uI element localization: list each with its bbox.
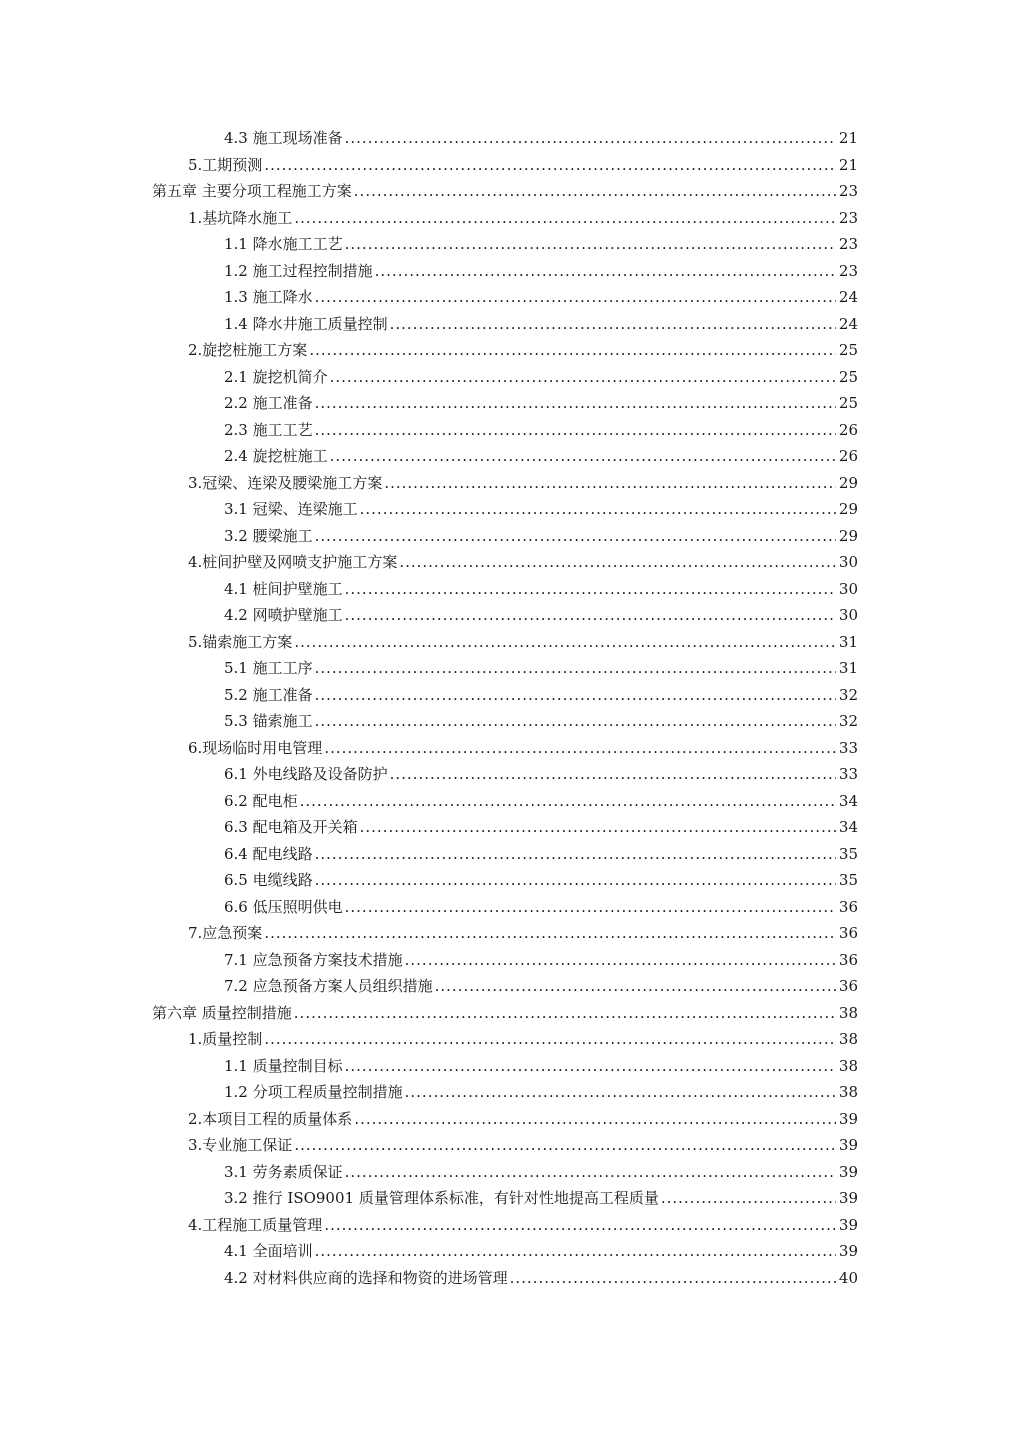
toc-entry[interactable] [152, 1212, 858, 1239]
toc-entry-title: 7.应急预案 [188, 924, 263, 942]
toc-entry[interactable] [152, 920, 858, 947]
toc-entry-page-number: 32 [838, 712, 858, 730]
toc-entry-title: 7.1 应急预备方案技术措施 [224, 950, 403, 969]
toc-dot-leader [324, 1212, 836, 1239]
toc-dot-leader [264, 1026, 836, 1053]
toc-entry-title: 5.工期预测 [188, 155, 263, 174]
toc-entry[interactable] [152, 1132, 858, 1159]
toc-dot-leader [315, 417, 836, 444]
toc-entry[interactable] [152, 1026, 858, 1053]
toc-entry[interactable] [152, 814, 858, 841]
toc-entry[interactable] [152, 417, 858, 444]
toc-entry-title: 第五章 主要分项工程施工方案 [152, 182, 352, 200]
toc-entry-title: 2.旋挖桩施工方案 [188, 341, 308, 359]
toc-dot-leader [315, 523, 836, 550]
toc-entry[interactable] [152, 258, 858, 285]
toc-entry-page-number: 29 [838, 526, 858, 545]
toc-dot-leader [375, 258, 836, 285]
toc-dot-leader [294, 1132, 836, 1159]
toc-entry[interactable] [152, 125, 858, 152]
toc-entry-title: 6.2 配电柜 [224, 791, 298, 810]
toc-dot-leader [294, 205, 836, 232]
toc-entry-page-number: 39 [838, 1109, 858, 1128]
toc-entry[interactable] [152, 523, 858, 550]
toc-dot-leader [309, 337, 836, 364]
toc-entry-title: 5.锚索施工方案 [188, 632, 293, 651]
toc-entry-page-number: 34 [838, 791, 858, 810]
toc-entry-title: 6.6 低压照明供电 [224, 897, 343, 916]
toc-entry[interactable] [152, 947, 858, 974]
toc-dot-leader [264, 920, 836, 947]
toc-dot-leader [345, 1053, 836, 1080]
toc-entry-page-number: 29 [838, 500, 858, 518]
toc-entry[interactable] [152, 231, 858, 258]
toc-entry-title: 1.3 施工降水 [224, 288, 313, 306]
toc-entry-page-number: 31 [838, 632, 858, 651]
toc-entry[interactable] [152, 1079, 858, 1106]
toc-entry-title: 4.桩间护壁及网喷支护施工方案 [188, 553, 398, 571]
toc-dot-leader [315, 284, 836, 311]
toc-entry-title: 2.1 旋挖机简介 [224, 367, 328, 386]
toc-entry-page-number: 35 [838, 844, 858, 863]
toc-entry-page-number: 38 [838, 1003, 858, 1022]
toc-dot-leader [360, 814, 836, 841]
toc-dot-leader [345, 125, 836, 152]
toc-dot-leader [405, 1079, 836, 1106]
toc-entry-title: 1.1 降水施工工艺 [224, 235, 343, 253]
toc-entry[interactable] [152, 973, 858, 1000]
toc-entry-page-number: 24 [838, 288, 858, 306]
toc-dot-leader [405, 947, 836, 974]
toc-entry-title: 第六章 质量控制措施 [152, 1003, 292, 1022]
toc-entry-title: 2.4 旋挖桩施工 [224, 447, 328, 465]
toc-entry-title: 3.2 腰梁施工 [224, 526, 313, 545]
toc-entry-title: 6.3 配电箱及开关箱 [224, 818, 358, 836]
toc-entry-page-number: 39 [838, 1162, 858, 1181]
toc-entry[interactable] [152, 364, 858, 391]
toc-entry[interactable] [152, 496, 858, 523]
toc-entry-page-number: 39 [838, 1136, 858, 1154]
toc-entry-page-number: 40 [838, 1268, 858, 1287]
toc-entry[interactable] [152, 284, 858, 311]
toc-dot-leader [315, 708, 836, 735]
toc-entry[interactable] [152, 337, 858, 364]
toc-entry-page-number: 34 [838, 818, 858, 836]
toc-dot-leader [300, 788, 836, 815]
toc-entry-page-number: 39 [838, 1242, 858, 1260]
toc-entry[interactable] [152, 761, 858, 788]
toc-entry[interactable] [152, 549, 858, 576]
toc-dot-leader [345, 576, 836, 603]
toc-entry[interactable] [152, 1185, 858, 1212]
toc-entry[interactable] [152, 1238, 858, 1265]
toc-entry[interactable] [152, 788, 858, 815]
toc-dot-leader [345, 602, 836, 629]
toc-entry-page-number: 31 [838, 659, 858, 677]
toc-entry[interactable] [152, 894, 858, 921]
toc-entry-title: 2.本项目工程的质量体系 [188, 1109, 353, 1128]
toc-entry[interactable] [152, 1106, 858, 1133]
toc-entry-page-number: 30 [838, 606, 858, 624]
toc-entry-title: 1.1 质量控制目标 [224, 1056, 343, 1075]
toc-entry-page-number: 33 [838, 738, 858, 757]
toc-entry[interactable] [152, 1053, 858, 1080]
toc-entry[interactable] [152, 682, 858, 709]
toc-dot-leader [315, 1238, 836, 1265]
toc-entry-page-number: 23 [838, 182, 858, 200]
toc-entry[interactable] [152, 1000, 858, 1027]
table-of-contents [152, 125, 858, 1291]
toc-entry-page-number: 36 [838, 897, 858, 916]
toc-dot-leader [294, 1000, 836, 1027]
toc-entry-title: 4.2 网喷护壁施工 [224, 606, 343, 624]
toc-entry-page-number: 29 [838, 473, 858, 492]
toc-dot-leader [510, 1265, 836, 1292]
toc-entry-page-number: 38 [838, 1030, 858, 1048]
toc-entry-page-number: 35 [838, 871, 858, 889]
toc-dot-leader [315, 867, 836, 894]
toc-dot-leader [315, 655, 836, 682]
toc-entry[interactable] [152, 867, 858, 894]
toc-entry-title: 3.2 推行 ISO9001 质量管理体系标准，有针对性地提高工程质量 [224, 1189, 659, 1207]
toc-entry[interactable] [152, 576, 858, 603]
toc-entry[interactable] [152, 602, 858, 629]
toc-dot-leader [324, 735, 836, 762]
toc-entry-title: 5.2 施工准备 [224, 685, 313, 704]
toc-dot-leader [661, 1185, 836, 1212]
toc-dot-leader [294, 629, 836, 656]
toc-dot-leader [390, 311, 836, 338]
toc-dot-leader [435, 973, 836, 1000]
toc-dot-leader [264, 152, 836, 179]
toc-entry-title: 3.专业施工保证 [188, 1136, 293, 1154]
toc-entry-page-number: 23 [838, 208, 858, 227]
toc-entry-title: 1.质量控制 [188, 1030, 263, 1048]
toc-entry[interactable] [152, 1265, 858, 1292]
toc-entry-title: 5.3 锚索施工 [224, 712, 313, 730]
toc-dot-leader [330, 443, 836, 470]
toc-entry-page-number: 38 [838, 1083, 858, 1101]
toc-entry-page-number: 24 [838, 314, 858, 333]
toc-entry[interactable] [152, 311, 858, 338]
toc-dot-leader [354, 178, 836, 205]
toc-entry[interactable] [152, 841, 858, 868]
toc-dot-leader [330, 364, 836, 391]
toc-entry-page-number: 39 [838, 1189, 858, 1207]
toc-entry-page-number: 39 [838, 1215, 858, 1234]
toc-dot-leader [345, 231, 836, 258]
toc-entry-page-number: 32 [838, 685, 858, 704]
toc-entry-page-number: 21 [838, 129, 858, 147]
toc-entry-title: 5.1 施工工序 [224, 659, 313, 677]
toc-entry[interactable] [152, 708, 858, 735]
toc-entry[interactable] [152, 152, 858, 179]
toc-entry-title: 1.2 分项工程质量控制措施 [224, 1083, 403, 1101]
toc-dot-leader [384, 470, 836, 497]
toc-entry-title: 6.1 外电线路及设备防护 [224, 765, 388, 783]
toc-entry-title: 6.4 配电线路 [224, 844, 313, 863]
toc-entry[interactable] [152, 390, 858, 417]
toc-entry-title: 3.1 冠梁、连梁施工 [224, 500, 358, 518]
toc-entry-title: 4.1 桩间护壁施工 [224, 579, 343, 598]
toc-entry-title: 3.1 劳务素质保证 [224, 1162, 343, 1181]
toc-entry-title: 4.1 全面培训 [224, 1242, 313, 1260]
toc-dot-leader [315, 682, 836, 709]
toc-entry[interactable] [152, 443, 858, 470]
toc-entry-title: 4.3 施工现场准备 [224, 129, 343, 147]
toc-entry-title: 3.冠梁、连梁及腰梁施工方案 [188, 473, 383, 492]
toc-entry-title: 6.现场临时用电管理 [188, 738, 323, 757]
toc-entry-page-number: 30 [838, 553, 858, 571]
toc-dot-leader [315, 390, 836, 417]
toc-entry[interactable] [152, 178, 858, 205]
toc-dot-leader [345, 894, 836, 921]
toc-entry-page-number: 25 [838, 367, 858, 386]
toc-entry[interactable] [152, 655, 858, 682]
toc-entry-title: 2.3 施工工艺 [224, 420, 313, 439]
toc-dot-leader [354, 1106, 836, 1133]
toc-entry-page-number: 23 [838, 235, 858, 253]
toc-entry[interactable] [152, 735, 858, 762]
toc-entry[interactable] [152, 205, 858, 232]
toc-dot-leader [360, 496, 836, 523]
toc-entry-page-number: 33 [838, 765, 858, 783]
toc-dot-leader [399, 549, 836, 576]
toc-entry-title: 1.4 降水井施工质量控制 [224, 314, 388, 333]
toc-entry-title: 4.2 对材料供应商的选择和物资的进场管理 [224, 1268, 508, 1287]
toc-entry-title: 2.2 施工准备 [224, 394, 313, 412]
toc-entry-page-number: 36 [838, 950, 858, 969]
toc-entry-page-number: 36 [838, 977, 858, 995]
toc-entry[interactable] [152, 470, 858, 497]
toc-entry-title: 1.基坑降水施工 [188, 208, 293, 227]
toc-entry-page-number: 38 [838, 1056, 858, 1075]
toc-dot-leader [345, 1159, 836, 1186]
toc-entry[interactable] [152, 1159, 858, 1186]
toc-entry-title: 4.工程施工质量管理 [188, 1215, 323, 1234]
toc-entry-page-number: 26 [838, 447, 858, 465]
toc-entry-title: 6.5 电缆线路 [224, 871, 313, 889]
toc-entry-page-number: 30 [838, 579, 858, 598]
toc-entry-page-number: 21 [838, 155, 858, 174]
toc-entry[interactable] [152, 629, 858, 656]
toc-entry-page-number: 23 [838, 261, 858, 280]
toc-dot-leader [315, 841, 836, 868]
toc-entry-title: 1.2 施工过程控制措施 [224, 261, 373, 280]
toc-entry-page-number: 26 [838, 420, 858, 439]
toc-dot-leader [390, 761, 836, 788]
toc-entry-page-number: 36 [838, 924, 858, 942]
toc-entry-title: 7.2 应急预备方案人员组织措施 [224, 977, 433, 995]
toc-entry-page-number: 25 [838, 394, 858, 412]
toc-entry-page-number: 25 [838, 341, 858, 359]
